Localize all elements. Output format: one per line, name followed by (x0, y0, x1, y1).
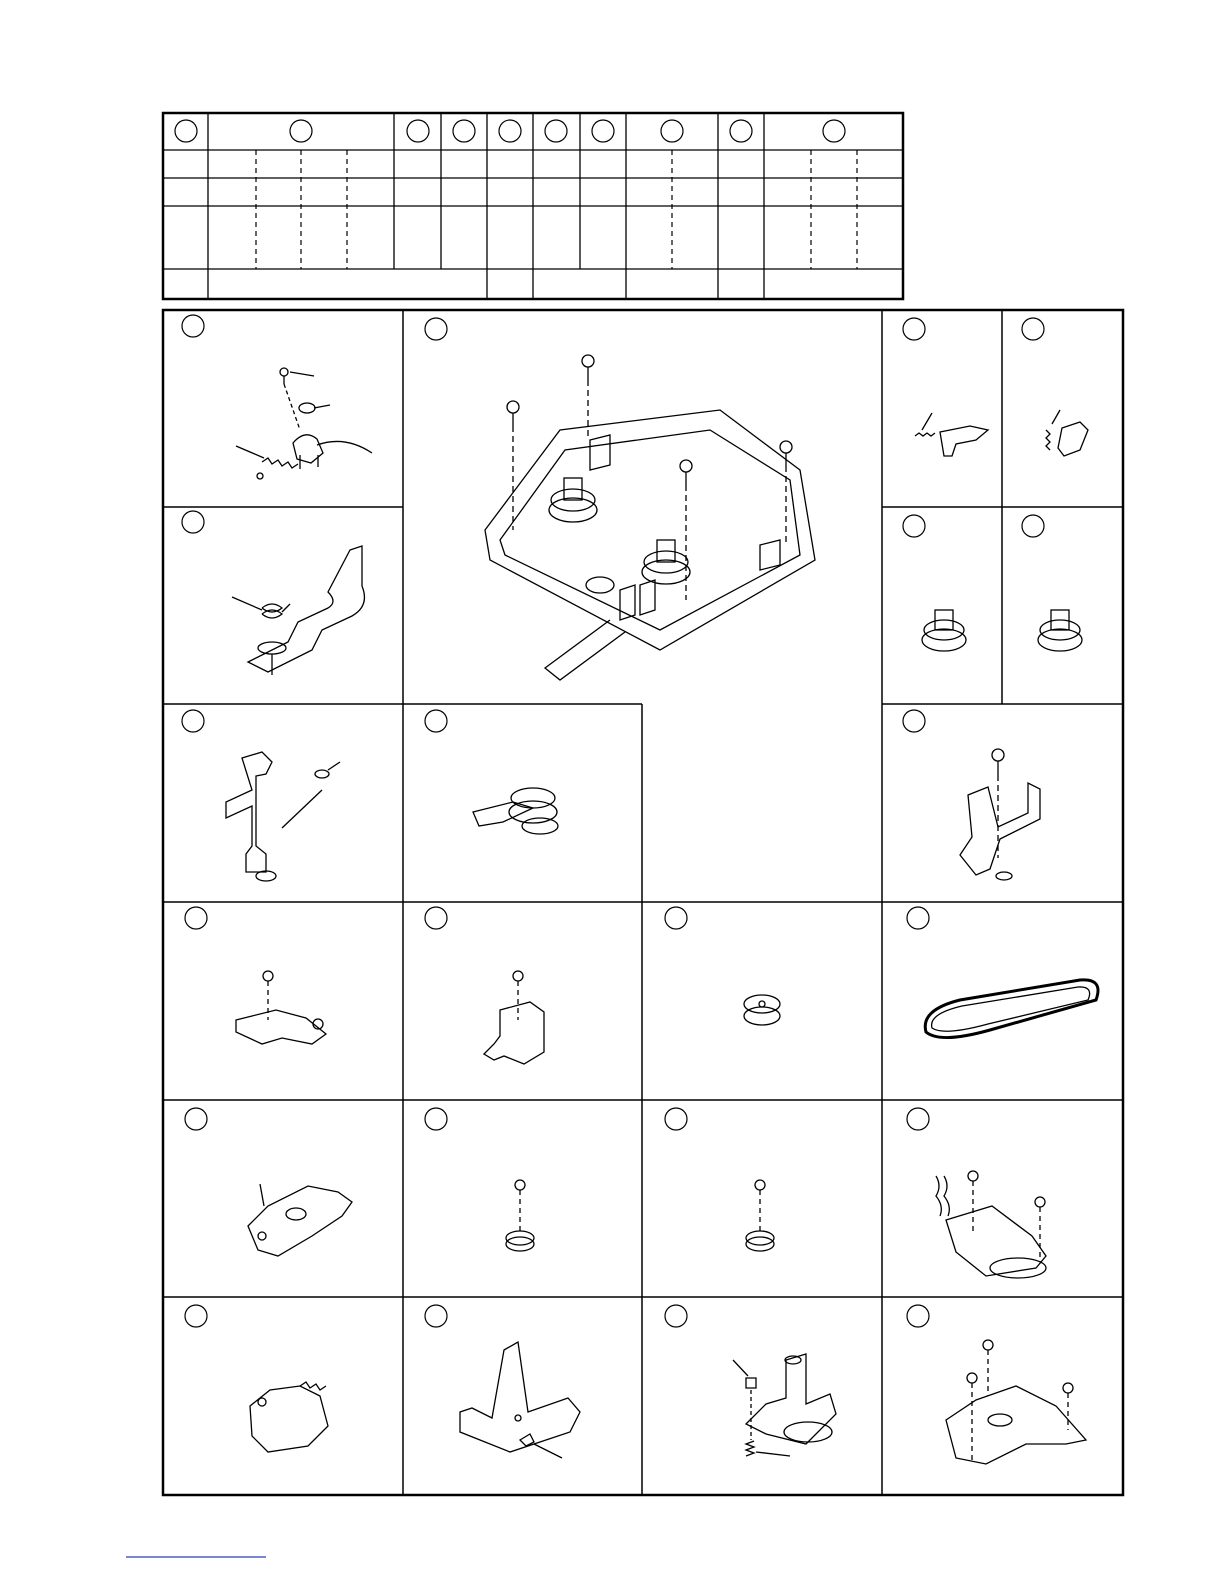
panel-13-gear (744, 995, 780, 1025)
panel-marker (1022, 318, 1044, 340)
step-marker (592, 120, 614, 142)
panel-marker (907, 1108, 929, 1130)
panel-marker (665, 1305, 687, 1327)
panel-marker (903, 318, 925, 340)
panel-12-illustration (484, 971, 544, 1064)
panel-marker (182, 511, 204, 533)
panel-4-illustration (1046, 410, 1088, 456)
panel-2-chassis (485, 355, 815, 680)
step-marker (290, 120, 312, 142)
panel-marker (425, 1108, 447, 1130)
step-marker (661, 120, 683, 142)
step-marker (175, 120, 197, 142)
step-table (163, 113, 903, 299)
panel-marker (185, 1108, 207, 1130)
panel-marker (425, 1305, 447, 1327)
step-marker (453, 120, 475, 142)
panel-marker (1022, 515, 1044, 537)
panel-18-illustration (936, 1171, 1046, 1278)
panel-marker (425, 318, 447, 340)
panel-marker (185, 907, 207, 929)
panel-16-illustration (506, 1180, 534, 1251)
panel-marker (665, 1108, 687, 1130)
panel-marker (425, 907, 447, 929)
panel-20-illustration (460, 1342, 580, 1458)
panel-marker (903, 710, 925, 732)
step-marker (545, 120, 567, 142)
panel-7-gear (1038, 610, 1082, 651)
panel-3-illustration (915, 413, 988, 456)
panel-marker (182, 315, 204, 337)
panel-14-belt (925, 980, 1098, 1038)
panel-marker (665, 907, 687, 929)
panel-1-illustration (236, 368, 372, 479)
panel-5-illustration (232, 546, 364, 675)
panel-17-illustration (746, 1180, 774, 1251)
panel-9-illustration (473, 788, 558, 834)
step-marker (407, 120, 429, 142)
panel-marker (182, 710, 204, 732)
step-marker (499, 120, 521, 142)
panel-marker (903, 515, 925, 537)
panel-marker (185, 1305, 207, 1327)
panel-marker (425, 710, 447, 732)
panel-10-illustration (960, 749, 1040, 880)
panel-11-illustration (236, 971, 326, 1044)
panel-21-illustration (733, 1354, 836, 1456)
panel-19-illustration (250, 1382, 328, 1452)
panel-marker (907, 1305, 929, 1327)
step-marker (823, 120, 845, 142)
panel-8-illustration (226, 752, 340, 881)
step-marker (730, 120, 752, 142)
diagram-grid (163, 310, 1123, 1495)
panel-marker (907, 907, 929, 929)
panel-6-gear (922, 610, 966, 651)
panel-22-illustration (946, 1340, 1086, 1464)
panel-15-illustration (248, 1184, 352, 1256)
